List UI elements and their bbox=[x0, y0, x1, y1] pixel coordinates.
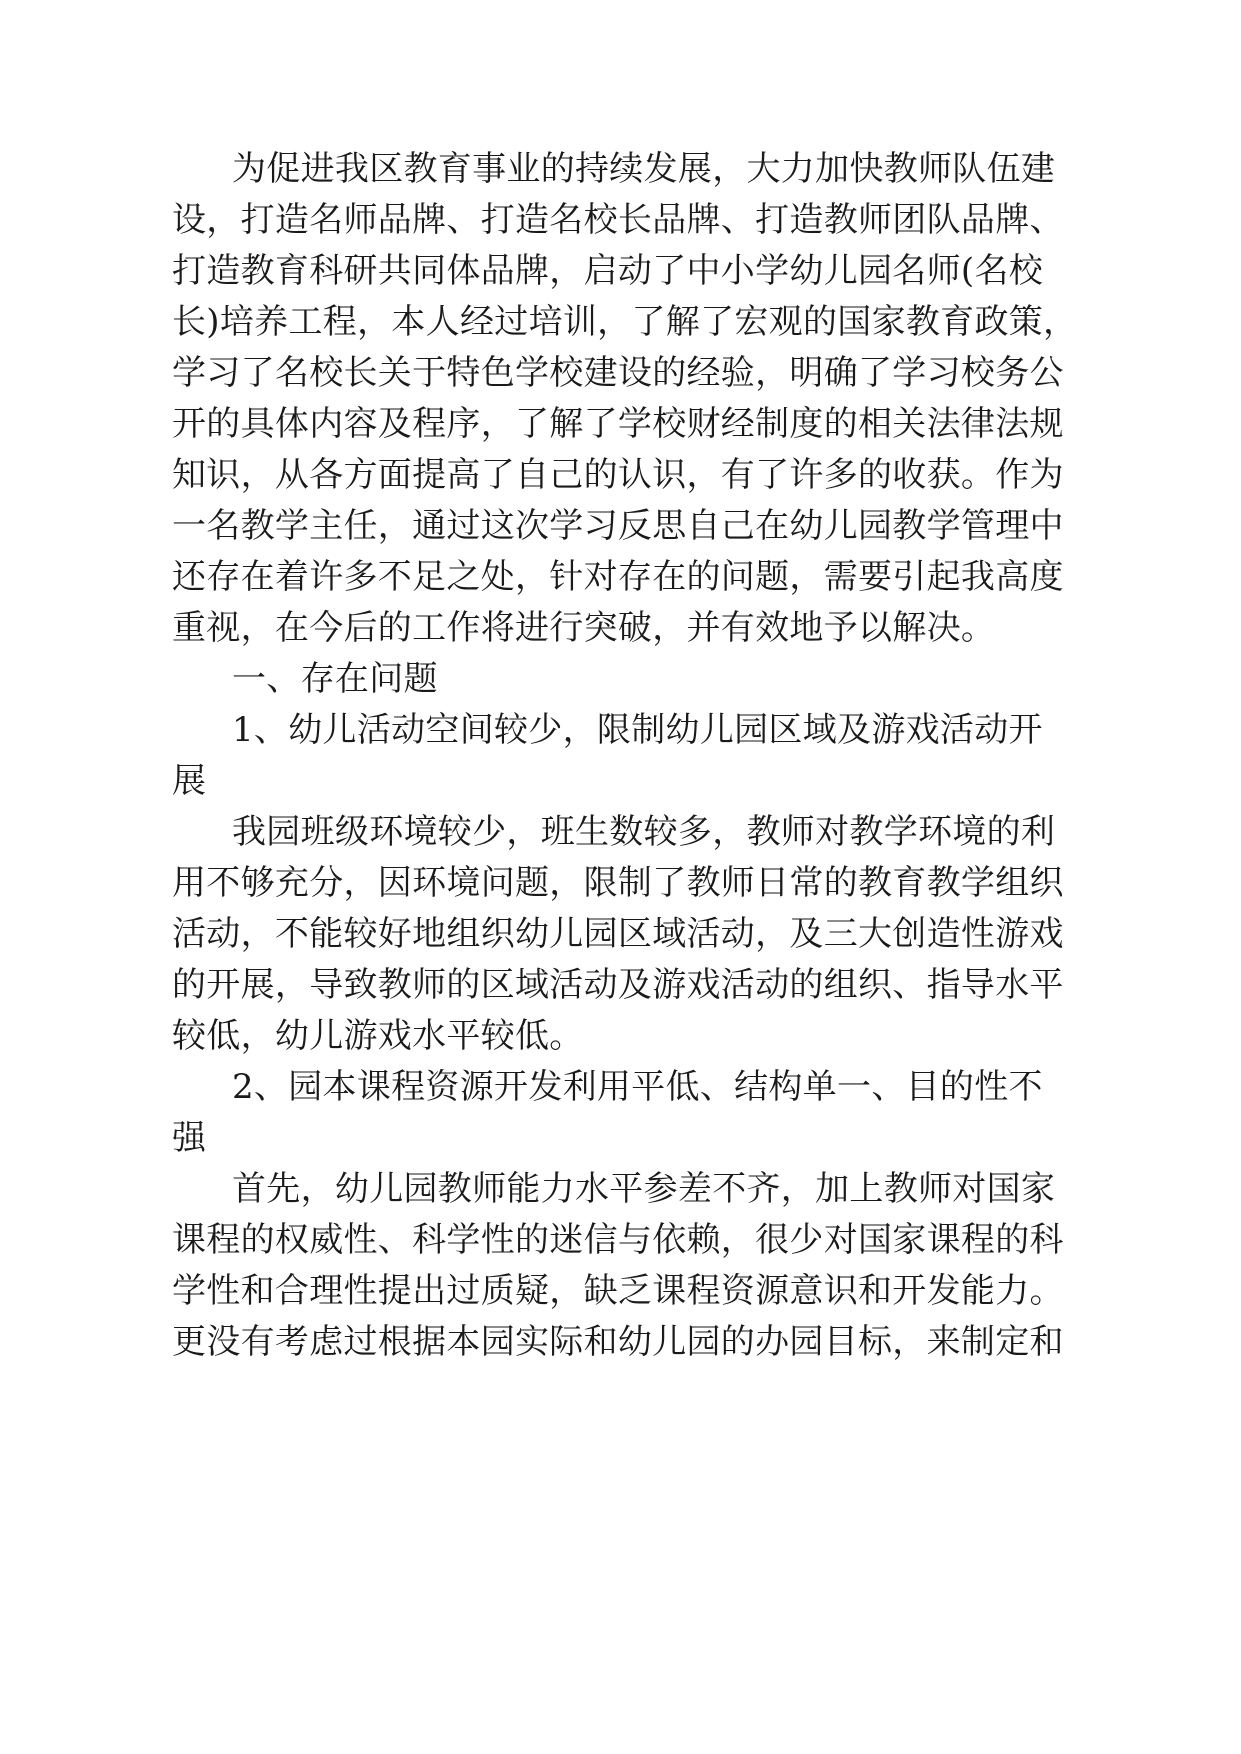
paragraph-line: 用不够充分，因环境问题，限制了教师日常的教育教学组织 bbox=[172, 863, 1064, 903]
paragraph-line: 课程的权威性、科学性的迷信与依赖，很少对国家课程的科 bbox=[172, 1220, 1064, 1260]
paragraph-line: 更没有考虑过根据本园实际和幼儿园的办园目标，来制定和 bbox=[172, 1322, 1064, 1362]
paragraph-line: 学习了名校长关于特色学校建设的经验，明确了学习校务公 bbox=[172, 353, 1064, 393]
paragraph-line: 长)培养工程，本人经过培训，了解了宏观的国家教育政策， bbox=[172, 302, 1078, 342]
paragraph-line: 学性和合理性提出过质疑，缺乏课程资源意识和开发能力。 bbox=[172, 1271, 1064, 1311]
paragraph-line: 较低，幼儿游戏水平较低。 bbox=[172, 1016, 584, 1056]
subsection-heading: 2、园本课程资源开发利用平低、结构单一、目的性不 bbox=[232, 1067, 1043, 1107]
paragraph-line: 开的具体内容及程序，了解了学校财经制度的相关法律法规 bbox=[172, 404, 1064, 444]
paragraph-line: 为促进我区教育事业的持续发展，大力加快教师队伍建 bbox=[232, 149, 1056, 189]
paragraph-line: 重视，在今后的工作将进行突破，并有效地予以解决。 bbox=[172, 608, 996, 648]
paragraph-line: 一名教学主任，通过这次学习反思自己在幼儿园教学管理中 bbox=[172, 506, 1064, 546]
subsection-heading: 1、幼儿活动空间较少，限制幼儿园区域及游戏活动开 bbox=[232, 710, 1043, 750]
subsection-heading: 展 bbox=[172, 761, 207, 801]
paragraph-line: 活动，不能较好地组织幼儿园区域活动，及三大创造性游戏 bbox=[172, 914, 1064, 954]
section-heading: 一、存在问题 bbox=[232, 659, 438, 699]
subsection-heading: 强 bbox=[172, 1118, 207, 1158]
paragraph-line: 知识，从各方面提高了自己的认识，有了许多的收获。作为 bbox=[172, 455, 1064, 495]
paragraph-line: 设，打造名师品牌、打造名校长品牌、打造教师团队品牌、 bbox=[172, 200, 1064, 240]
paragraph-line: 的开展，导致教师的区域活动及游戏活动的组织、指导水平 bbox=[172, 965, 1064, 1005]
paragraph-line: 我园班级环境较少，班生数较多，教师对教学环境的利 bbox=[232, 812, 1056, 852]
paragraph-line: 打造教育科研共同体品牌，启动了中小学幼儿园名师(名校 bbox=[172, 251, 1044, 291]
paragraph-line: 还存在着许多不足之处，针对存在的问题，需要引起我高度 bbox=[172, 557, 1064, 597]
paragraph-line: 首先，幼儿园教师能力水平参差不齐，加上教师对国家 bbox=[232, 1169, 1056, 1209]
